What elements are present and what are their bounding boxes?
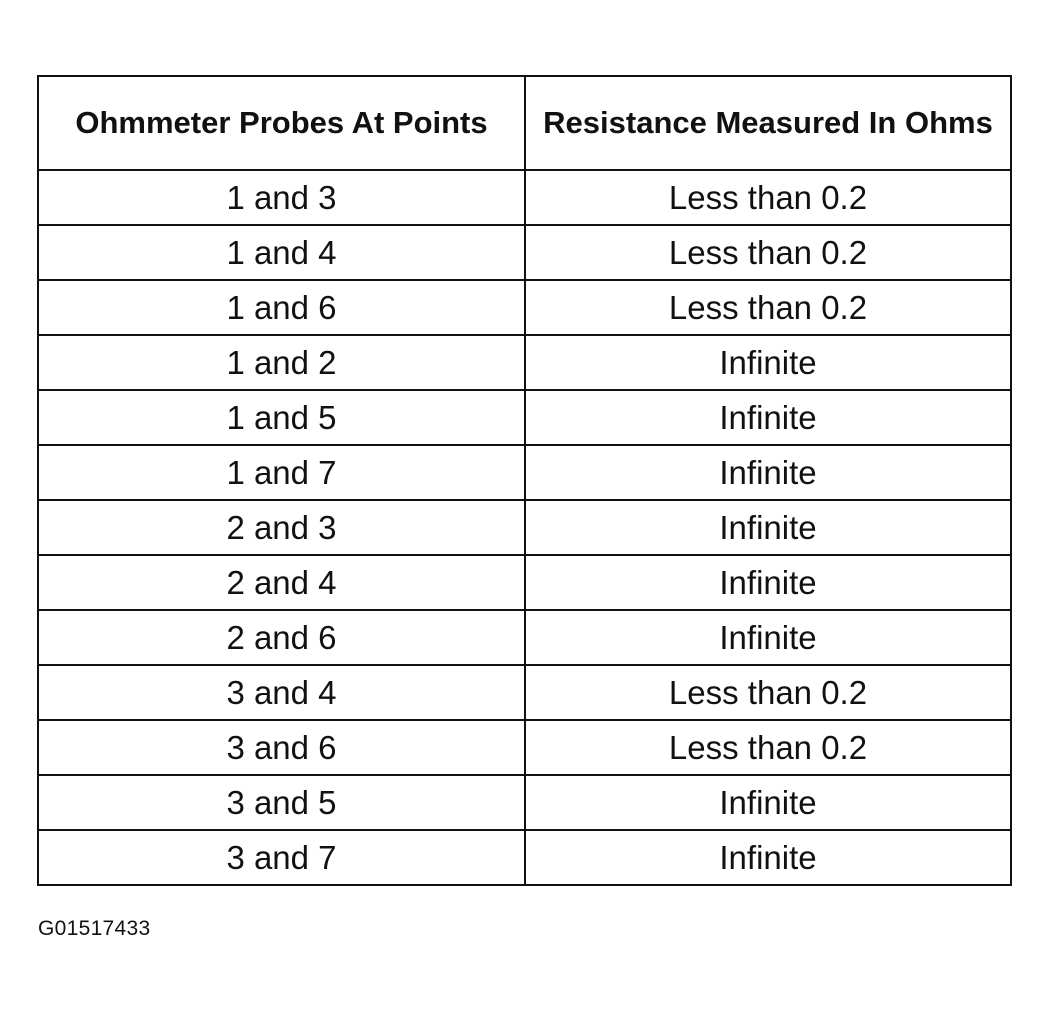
table-row: [38, 775, 1011, 830]
table-row: [38, 170, 1011, 225]
cell-probe-points: 3 and 5: [38, 775, 525, 830]
cell-resistance: Infinite: [525, 390, 1011, 445]
table-row: [38, 665, 1011, 720]
cell-resistance: Infinite: [525, 500, 1011, 555]
cell-resistance: Less than 0.2: [525, 170, 1011, 225]
cell-probe-points: 3 and 4: [38, 665, 525, 720]
table-row: [38, 720, 1011, 775]
cell-resistance: Infinite: [525, 830, 1011, 885]
header-resistance-measured: Resistance Measured In Ohms: [525, 76, 1011, 170]
cell-probe-points: 1 and 7: [38, 445, 525, 500]
cell-probe-points: 3 and 7: [38, 830, 525, 885]
table-row: [38, 500, 1011, 555]
table-row: [38, 445, 1011, 500]
figure-id: G01517433: [38, 917, 151, 940]
resistance-table-container: [37, 75, 1010, 886]
cell-probe-points: 1 and 3: [38, 170, 525, 225]
cell-probe-points: 2 and 3: [38, 500, 525, 555]
cell-resistance: Infinite: [525, 445, 1011, 500]
table-row: [38, 555, 1011, 610]
table-row: [38, 390, 1011, 445]
cell-probe-points: 1 and 6: [38, 280, 525, 335]
cell-resistance: Less than 0.2: [525, 225, 1011, 280]
table-row: [38, 280, 1011, 335]
table-row: [38, 225, 1011, 280]
table-row: [38, 335, 1011, 390]
cell-probe-points: 1 and 4: [38, 225, 525, 280]
cell-probe-points: 3 and 6: [38, 720, 525, 775]
table-row: [38, 610, 1011, 665]
table-row: [38, 830, 1011, 885]
cell-resistance: Infinite: [525, 775, 1011, 830]
table-header-row: [38, 76, 1011, 170]
header-probes-at-points: Ohmmeter Probes At Points: [38, 76, 525, 170]
cell-probe-points: 2 and 6: [38, 610, 525, 665]
cell-resistance: Less than 0.2: [525, 665, 1011, 720]
cell-probe-points: 1 and 5: [38, 390, 525, 445]
cell-probe-points: 1 and 2: [38, 335, 525, 390]
cell-resistance: Infinite: [525, 335, 1011, 390]
cell-probe-points: 2 and 4: [38, 555, 525, 610]
cell-resistance: Infinite: [525, 610, 1011, 665]
cell-resistance: Infinite: [525, 555, 1011, 610]
cell-resistance: Less than 0.2: [525, 720, 1011, 775]
cell-resistance: Less than 0.2: [525, 280, 1011, 335]
resistance-table: [37, 75, 1012, 886]
